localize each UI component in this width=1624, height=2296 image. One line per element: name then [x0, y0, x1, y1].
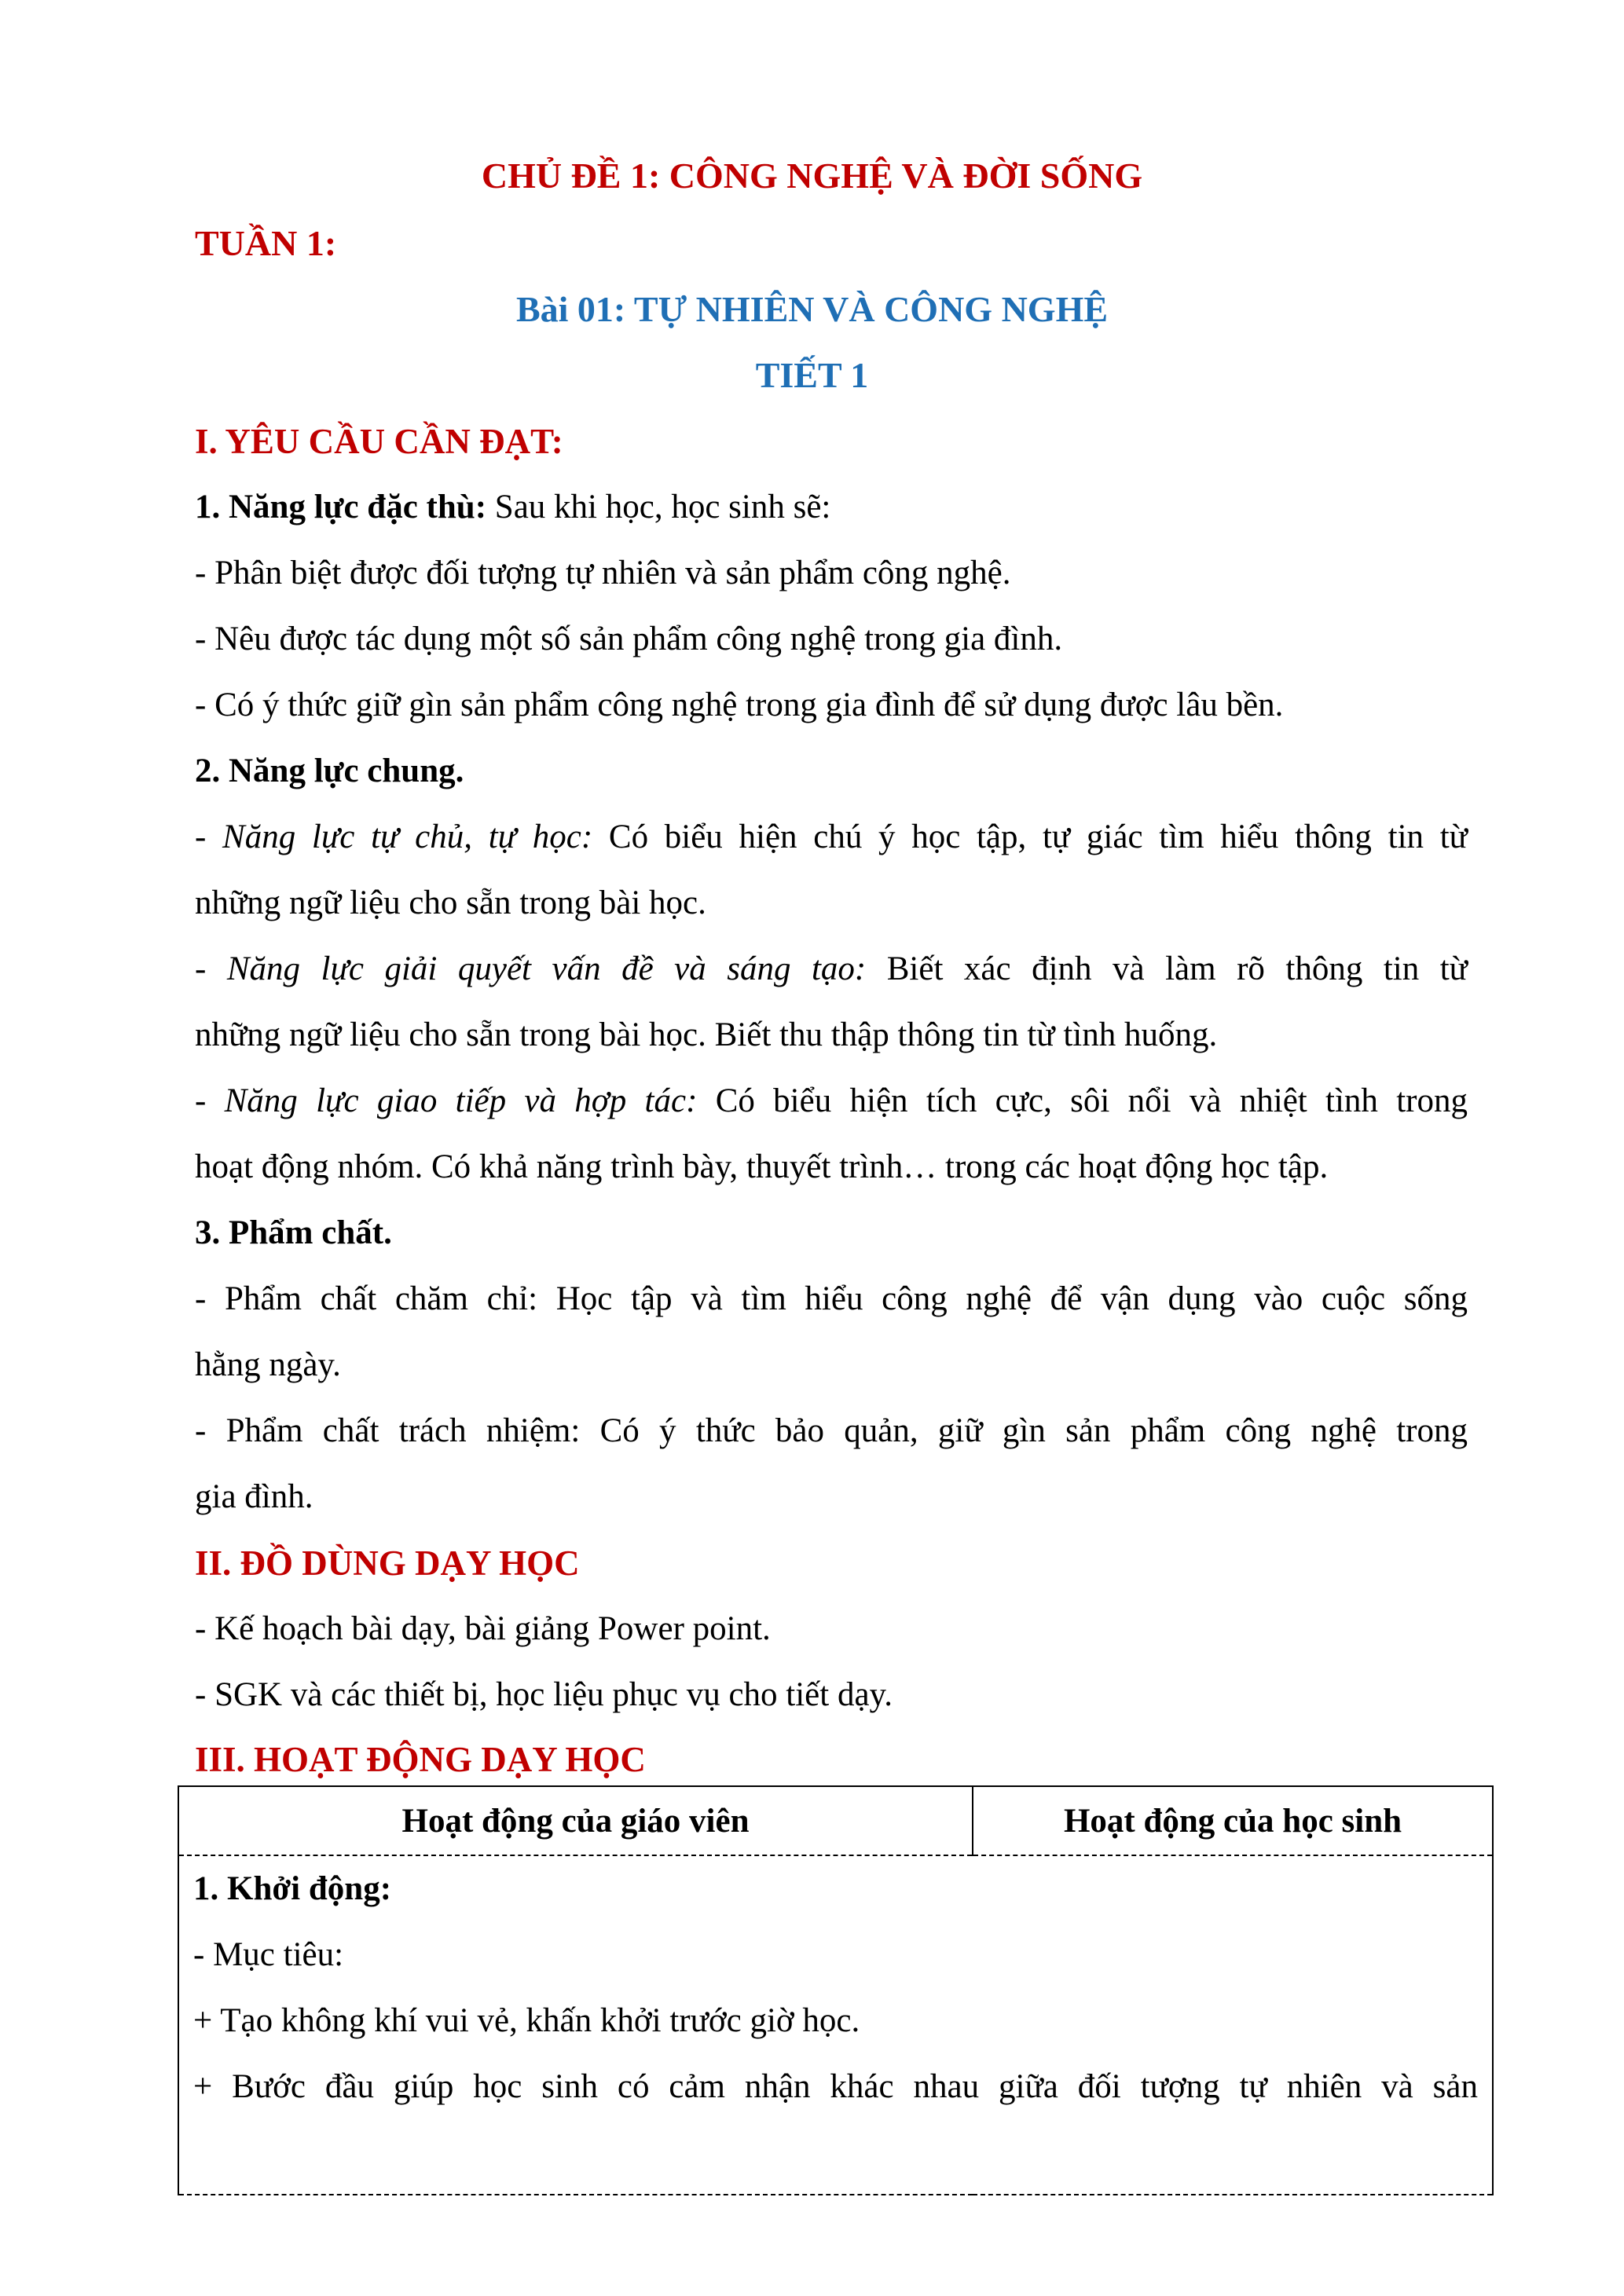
table-row [178, 1855, 1493, 2195]
self-study-line-1: - Năng lực tự chủ, tự học: Có biểu hiện chú ý học tập, tự giác tìm hiểu thông tin từ [195, 818, 1468, 855]
problem-solving-line-1: - Năng lực giải quyết vấn đề và sáng tạo: Biết xác định và làm rõ thông tin từ [195, 950, 1468, 987]
communication-label: Năng lực giao tiếp và hợp tác: [224, 1082, 698, 1119]
section-activities-title: III. HOẠT ĐỘNG DẠY HỌC [195, 1740, 646, 1779]
responsibility-line-2: gia đình. [195, 1478, 313, 1515]
general-competence-label: 2. Năng lực chung. [195, 753, 464, 789]
section-materials-title: II. ĐỒ DÙNG DẠY HỌC [195, 1543, 580, 1583]
period-title: TIẾT 1 [755, 355, 869, 395]
student-column-header: Hoạt động của học sinh [973, 1786, 1493, 1855]
specific-competence-label: 1. Năng lực đặc thù: [195, 489, 487, 525]
diligence-line-1: - Phẩm chất chăm chỉ: Học tập và tìm hiểu công nghệ để vận dụng vào cuộc sống [195, 1280, 1468, 1317]
section-requirements-title: I. YÊU CẦU CẦN ĐẠT: [195, 422, 563, 461]
responsibility-line-1: - Phẩm chất trách nhiệm: Có ý thức bảo quản, giữ gìn sản phẩm công nghệ trong [195, 1412, 1468, 1449]
problem-solving-label: Năng lực giải quyết vấn đề và sáng tạo: [226, 950, 867, 987]
warmup-cell [178, 1855, 1493, 2195]
warmup-title: 1. Khởi động: [193, 1870, 392, 1907]
specific-competence-text: Sau khi học, học sinh sẽ: [486, 489, 831, 525]
list-item: - Nêu được tác dụng một số sản phẩm công nghệ trong gia đình. [195, 621, 1063, 657]
activities-table [178, 1785, 1494, 2195]
teacher-column-header: Hoạt động của giáo viên [178, 1786, 973, 1855]
list-item: - SGK và các thiết bị, học liệu phục vụ cho tiết dạy. [195, 1676, 893, 1713]
qualities-label: 3. Phẩm chất. [195, 1214, 392, 1251]
week-heading: TUẦN 1: [195, 223, 337, 263]
table-cell-line: - Mục tiêu: [193, 1936, 344, 1973]
table-cell-line: + Tạo không khí vui vẻ, khấn khởi trước giờ học. [193, 2002, 860, 2039]
table-cell-line: + Bước đầu giúp học sinh có cảm nhận khác nhau giữa đối tượng tự nhiên và sản [193, 2068, 1478, 2105]
self-study-label: Năng lực tự chủ, tự học: [222, 818, 593, 855]
diligence-line-2: hằng ngày. [195, 1346, 341, 1383]
communication-line-2: hoạt động nhóm. Có khả năng trình bày, thuyết trình… trong các hoạt động học tập. [195, 1148, 1329, 1185]
specific-competence-line [195, 474, 1468, 540]
list-item: - Kế hoạch bài dạy, bài giảng Power point. [195, 1610, 771, 1647]
self-study-line-2: những ngữ liệu cho sẵn trong bài học. [195, 884, 706, 921]
problem-solving-line-2: những ngữ liệu cho sẵn trong bài học. Biết thu thập thông tin từ tình huống. [195, 1016, 1218, 1053]
list-item: - Phân biệt được đối tượng tự nhiên và sản phẩm công nghệ. [195, 555, 1011, 591]
lesson-title: Bài 01: TỰ NHIÊN VÀ CÔNG NGHỆ [515, 289, 1109, 329]
topic-heading: CHỦ ĐỀ 1: CÔNG NGHỆ VÀ ĐỜI SỐNG [481, 156, 1143, 196]
communication-line-1: - Năng lực giao tiếp và hợp tác: Có biểu hiện tích cực, sôi nổi và nhiệt tình trong [195, 1082, 1468, 1119]
table-header-row [178, 1786, 1493, 1855]
list-item: - Có ý thức giữ gìn sản phẩm công nghệ trong gia đình để sử dụng được lâu bền. [195, 687, 1284, 723]
